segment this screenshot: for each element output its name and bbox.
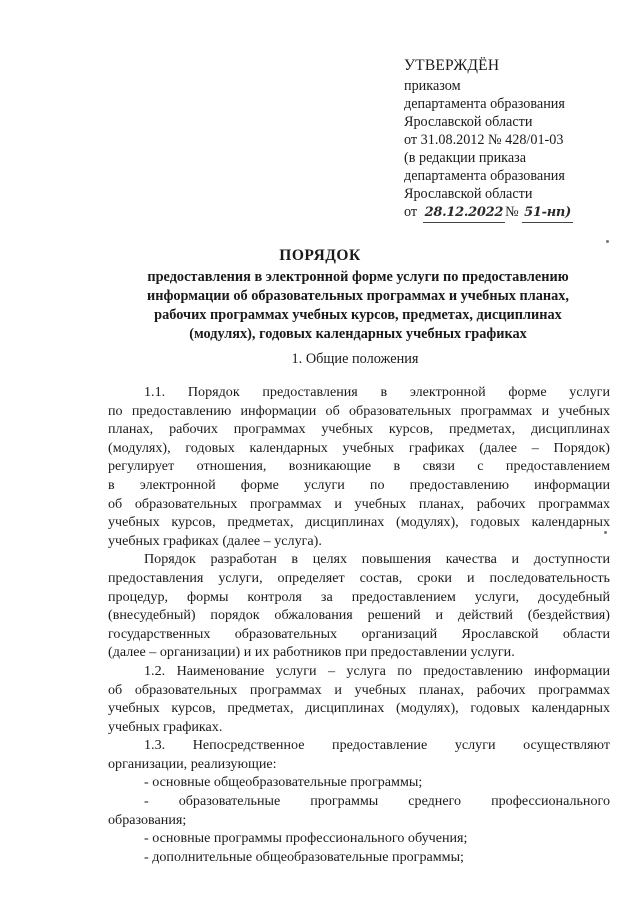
body-line: - образовательные программы среднего профессионального: [144, 793, 610, 810]
body-line: предоставления услуги, определяет состав, сроки и последовательность: [108, 569, 610, 586]
body-line: процедур, формы контроля за предоставлением услуги, досудебный: [108, 588, 610, 605]
approval-line: приказом: [404, 78, 461, 94]
approval-line: (в редакции приказа: [404, 150, 527, 166]
document-body: [108, 383, 610, 866]
body-line: учебных графиках (далее – услуга).: [108, 532, 322, 549]
body-line: - дополнительные общеобразовательные программы;: [144, 848, 464, 865]
subtitle-line: информации об образовательных программах и учебных планах,: [147, 288, 569, 304]
body-line: регулирует отношения, возникающие в связи с предоставлением: [108, 458, 610, 475]
approval-block: [404, 56, 634, 223]
body-line: государственных образовательных организаций Ярославской области: [108, 625, 610, 642]
body-line: (внесудебный) порядок обжалования решений и действий (бездействия): [108, 607, 610, 624]
body-line: (модулях), годовых календарных учебных графиках (далее – Порядок): [108, 439, 610, 456]
approval-line: департамента образования: [404, 168, 565, 184]
signature-prefix: от: [404, 204, 418, 220]
approval-line: от 31.08.2012 № 428/01-03: [404, 132, 564, 148]
body-line: об образовательных программах и учебных планах, рабочих программах: [108, 681, 610, 698]
subtitle-line: (модулях), годовых календарных учебных графиках: [189, 326, 527, 342]
body-line: в электронной форме услуги по предоставлению информации: [108, 476, 610, 493]
body-line: Порядок разработан в целях повышения качества и доступности: [144, 551, 610, 568]
handwritten-date: 28.12.2022: [423, 204, 505, 223]
section-heading: 1. Общие положения: [291, 351, 419, 367]
number-sign: №: [505, 204, 519, 220]
approval-signature-line: [404, 203, 634, 223]
body-line: (далее – организации) и их работников при предоставлении услуги.: [108, 644, 515, 661]
body-line: организации, реализующие:: [108, 755, 277, 772]
approval-line: департамента образования: [404, 96, 565, 112]
body-line: учебных графиках.: [108, 718, 223, 735]
handwritten-number: 51-нп): [522, 204, 573, 223]
body-line: об образовательных программах и учебных планах, рабочих программах: [108, 495, 610, 512]
body-line: планах, рабочих программах учебных курсов, предметах, дисциплинах: [108, 421, 610, 438]
approval-line: Ярославской области: [404, 114, 533, 130]
subtitle-line: предоставления в электронной форме услуги по предоставлению: [147, 269, 569, 285]
body-line: по предоставлению информации об образовательных программах и учебных: [108, 402, 610, 419]
body-line: учебных курсов, предметах, дисциплинах (модулях), годовых календарных: [108, 514, 610, 531]
scan-speck: [606, 240, 609, 243]
document-subtitle: [118, 268, 598, 344]
approval-heading: УТВЕРЖДЁН: [404, 57, 500, 74]
approval-line: Ярославской области: [404, 186, 533, 202]
body-line: образования;: [108, 811, 187, 828]
document-title: ПОРЯДОК: [279, 247, 361, 264]
subtitle-line: рабочих программах учебных курсов, предметах, дисциплинах: [154, 307, 562, 323]
body-line: - основные программы профессионального обучения;: [144, 830, 468, 847]
scan-speck: [604, 531, 607, 534]
body-line: 1.1. Порядок предоставления в электронной форме услуги: [144, 384, 610, 400]
body-line: учебных курсов, предметах, дисциплинах (модулях), годовых календарных: [108, 700, 610, 717]
body-line: 1.2. Наименование услуги – услуга по предоставлению информации: [144, 662, 610, 679]
body-line: 1.3. Непосредственное предоставление услуги осуществляют: [144, 737, 610, 754]
body-line: - основные общеобразовательные программы;: [144, 774, 423, 791]
